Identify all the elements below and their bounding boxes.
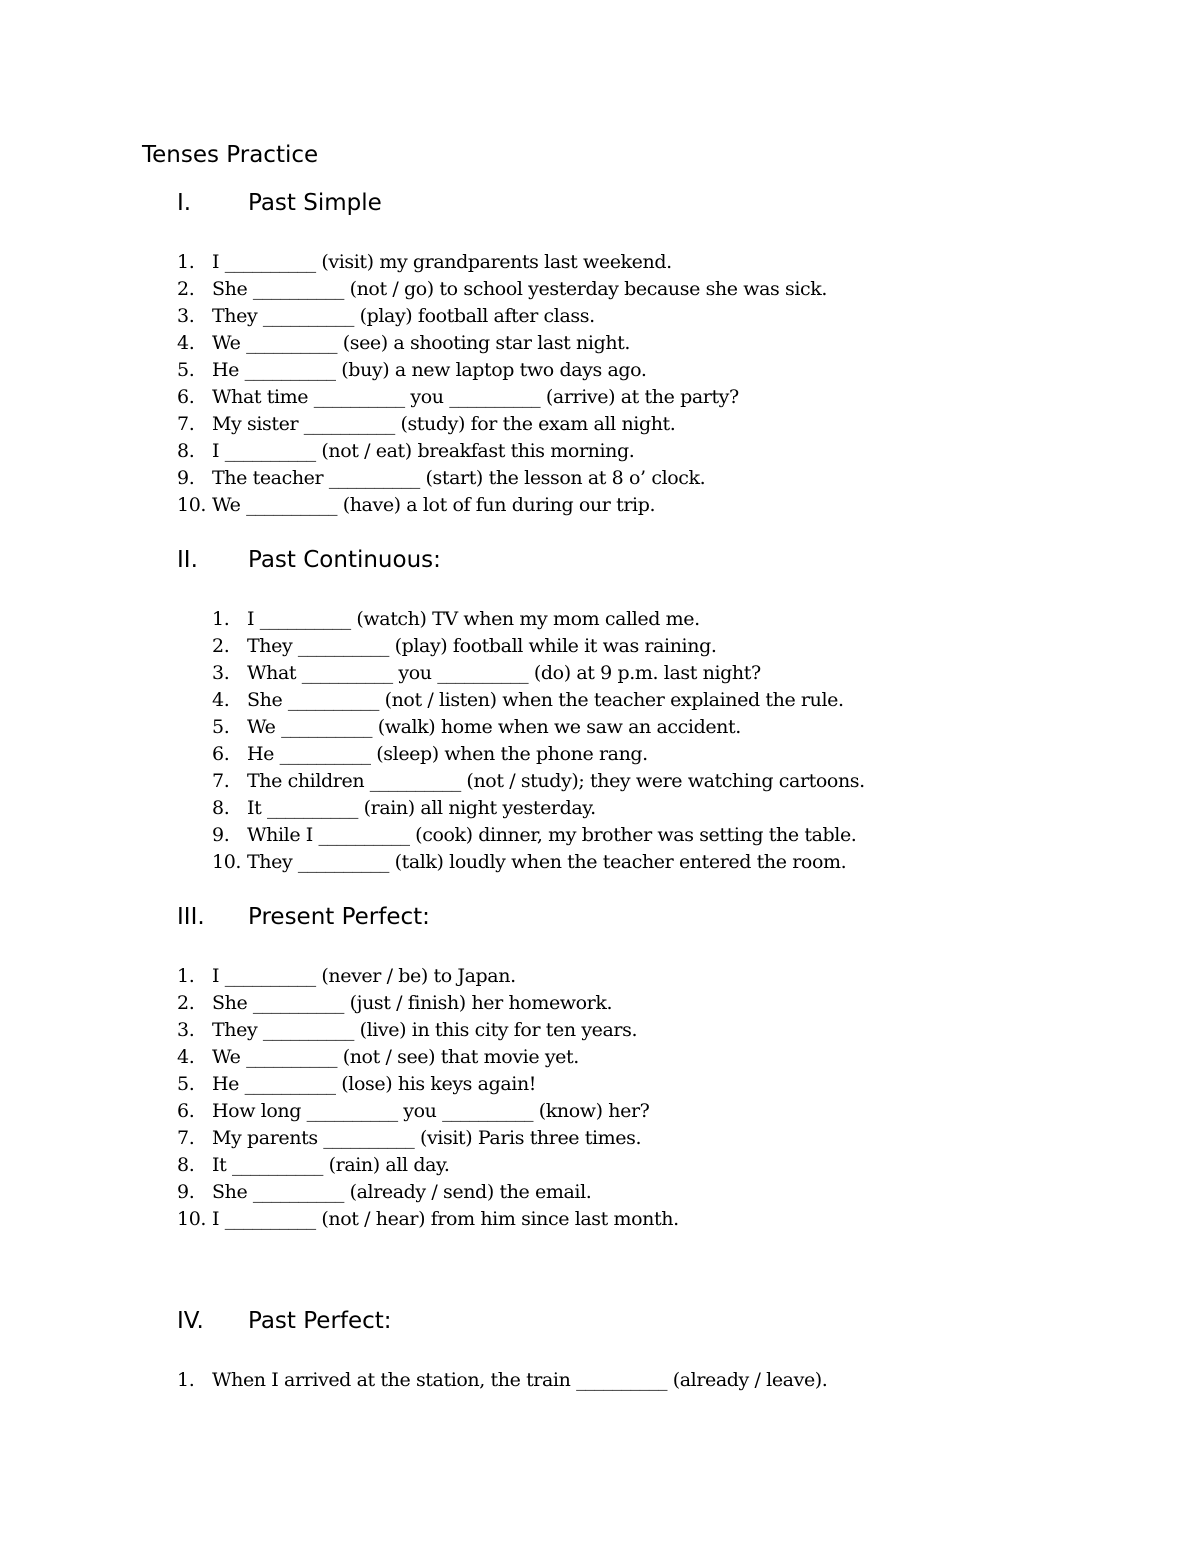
section-title: Present Perfect: xyxy=(248,904,430,930)
item-text: He __________ (lose) his keys again! xyxy=(212,1073,537,1095)
item-number: 5. xyxy=(177,1073,195,1095)
item-text: What __________ you __________ (do) at 9 p.m. last night? xyxy=(247,662,761,684)
item-text: She __________ (just / finish) her homework. xyxy=(212,992,613,1014)
item-text: While I __________ (cook) dinner, my brother was setting the table. xyxy=(247,824,857,846)
item-number: 1. xyxy=(177,251,195,273)
item-number: 10. xyxy=(177,494,207,516)
section-numeral: I. xyxy=(177,190,192,216)
item-number: 6. xyxy=(177,1100,195,1122)
item-text: They __________ (play) football after class. xyxy=(212,305,595,327)
item-number: 2. xyxy=(177,992,195,1014)
section-title: Past Simple xyxy=(248,190,382,216)
item-number: 5. xyxy=(177,359,195,381)
item-text: It __________ (rain) all day. xyxy=(212,1154,450,1176)
item-text: I __________ (watch) TV when my mom called me. xyxy=(247,608,700,630)
item-text: She __________ (already / send) the email. xyxy=(212,1181,592,1203)
item-text: I __________ (not / hear) from him since last month. xyxy=(212,1208,679,1230)
item-text: When I arrived at the station, the train __________ (already / leave). xyxy=(212,1369,828,1391)
item-number: 9. xyxy=(212,824,230,846)
item-text: What time __________ you __________ (arrive) at the party? xyxy=(212,386,739,408)
item-number: 5. xyxy=(212,716,230,738)
item-text: I __________ (never / be) to Japan. xyxy=(212,965,516,987)
section-heading-present-perfect xyxy=(177,902,430,932)
item-text: I __________ (visit) my grandparents last weekend. xyxy=(212,251,672,273)
item-number: 1. xyxy=(212,608,230,630)
item-number: 2. xyxy=(177,278,195,300)
item-number: 1. xyxy=(177,965,195,987)
section-heading-past-continuous xyxy=(177,545,441,575)
item-number: 4. xyxy=(177,332,195,354)
section-numeral: III. xyxy=(177,904,205,930)
section-heading-past-perfect xyxy=(177,1306,392,1336)
item-number: 7. xyxy=(177,1127,195,1149)
section-numeral: IV. xyxy=(177,1308,204,1334)
item-text: How long __________ you __________ (know) her? xyxy=(212,1100,650,1122)
item-number: 6. xyxy=(177,386,195,408)
item-text: My sister __________ (study) for the exam all night. xyxy=(212,413,676,435)
item-number: 3. xyxy=(212,662,230,684)
item-text: I __________ (not / eat) breakfast this morning. xyxy=(212,440,635,462)
item-number: 6. xyxy=(212,743,230,765)
item-number: 10. xyxy=(177,1208,207,1230)
item-number: 9. xyxy=(177,1181,195,1203)
item-number: 4. xyxy=(177,1046,195,1068)
item-text: They __________ (play) football while it was raining. xyxy=(247,635,717,657)
section-heading-past-simple xyxy=(177,188,382,218)
item-text: He __________ (sleep) when the phone rang. xyxy=(247,743,648,765)
item-number: 8. xyxy=(177,1154,195,1176)
item-number: 2. xyxy=(212,635,230,657)
item-number: 4. xyxy=(212,689,230,711)
item-number: 8. xyxy=(212,797,230,819)
section-numeral: II. xyxy=(177,547,198,573)
item-text: They __________ (live) in this city for ten years. xyxy=(212,1019,638,1041)
item-text: The teacher __________ (start) the lesson at 8 o’ clock. xyxy=(212,467,706,489)
item-text: She __________ (not / go) to school yesterday because she was sick. xyxy=(212,278,828,300)
item-text: The children __________ (not / study); they were watching cartoons. xyxy=(247,770,865,792)
section-title: Past Perfect: xyxy=(248,1308,392,1334)
item-number: 7. xyxy=(212,770,230,792)
item-number: 3. xyxy=(177,1019,195,1041)
item-number: 8. xyxy=(177,440,195,462)
item-number: 1. xyxy=(177,1369,195,1391)
document-title: Tenses Practice xyxy=(142,142,319,168)
item-number: 3. xyxy=(177,305,195,327)
item-text: He __________ (buy) a new laptop two days ago. xyxy=(212,359,647,381)
section-title: Past Continuous: xyxy=(248,547,441,573)
item-number: 9. xyxy=(177,467,195,489)
item-text: We __________ (not / see) that movie yet. xyxy=(212,1046,579,1068)
item-text: My parents __________ (visit) Paris three times. xyxy=(212,1127,642,1149)
item-text: It __________ (rain) all night yesterday. xyxy=(247,797,596,819)
item-text: They __________ (talk) loudly when the teacher entered the room. xyxy=(247,851,847,873)
item-number: 7. xyxy=(177,413,195,435)
item-text: We __________ (walk) home when we saw an accident. xyxy=(247,716,741,738)
item-text: We __________ (have) a lot of fun during our trip. xyxy=(212,494,656,516)
item-text: We __________ (see) a shooting star last night. xyxy=(212,332,631,354)
item-number: 10. xyxy=(212,851,242,873)
item-text: She __________ (not / listen) when the teacher explained the rule. xyxy=(247,689,844,711)
